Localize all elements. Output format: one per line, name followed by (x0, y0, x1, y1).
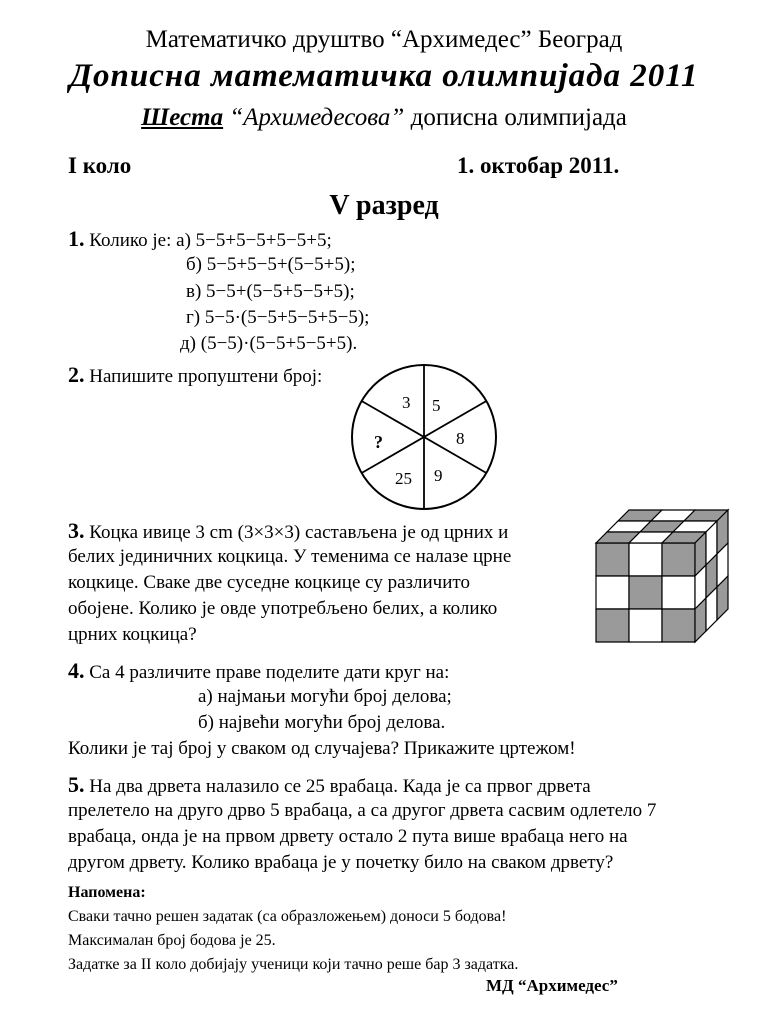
segment-value-5: 5 (432, 396, 441, 415)
header-line3 (0, 104, 768, 132)
header-line3-underlined: Шеста (141, 104, 224, 131)
grade-label: V разред (329, 190, 439, 221)
problem1-item-a: а) 5−5+5−5+5−5+5; (176, 230, 332, 251)
problem2-text (68, 362, 322, 388)
signature: МД “Архимедес” (486, 976, 618, 995)
problem1-intro (68, 226, 332, 252)
cube-cell (662, 543, 695, 576)
problem5-line3: врабаца, онда је на првом дрвету остало 2 пута више врабаца него на (68, 826, 628, 847)
date-label: 1. октобар 2011. (457, 153, 620, 178)
cube-cell (629, 576, 662, 609)
round-label: I коло (68, 153, 132, 178)
problem3-line5: црних коцкица? (68, 624, 197, 645)
problem3-line3: коцкице. Сваке две суседне коцкице су различито (68, 572, 470, 593)
cube-cell (596, 609, 629, 642)
problem3-line4: обојене. Колико је овде употребљено белих, а колико (68, 598, 498, 619)
problem1-item-d: г) 5−5·(5−5+5−5+5−5); (186, 307, 370, 328)
problem4-number: 4. (68, 658, 85, 683)
problem3-line2: белих јединичних коцкица. У теменима се налазе црне (68, 546, 512, 567)
problem1-intro-text: Колико је: (84, 230, 177, 251)
number-circle-figure (344, 362, 504, 512)
problem3-line1 (68, 518, 508, 544)
note-line3: Задатке за II коло добијају ученици који тачно реше бар 3 задатка. (68, 956, 519, 973)
problem1-number: 1. (68, 226, 85, 251)
problem5-number: 5. (68, 772, 85, 797)
cube-cell (629, 609, 662, 642)
problem1-item-e: д) (5−5)·(5−5+5−5+5). (180, 333, 358, 354)
segment-value-3: 3 (402, 393, 411, 412)
segment-value-8: 8 (456, 429, 465, 448)
cube-figure (584, 505, 734, 647)
problem4-item-a: а) најмањи могући број делова; (198, 686, 452, 707)
header-line3-rest: дописна олимпијада (410, 104, 627, 131)
note-line1: Сваки тачно решен задатак (са образложењем) доноси 5 бодова! (68, 908, 507, 925)
problem4-intro-text: Са 4 различите праве поделите дати круг на: (84, 662, 450, 683)
problem1-item-b: б) 5−5+5−5+(5−5+5); (186, 254, 356, 275)
problem2-text-body: Напишите пропуштени број: (84, 366, 323, 387)
note-line2: Максималан број бодова је 25. (68, 932, 276, 949)
note-title: Напомена: (68, 884, 146, 901)
problem4-intro (68, 658, 449, 684)
problem3-line1-text: Коцка ивице 3 cm (3×3×3) састављена је од црних и (84, 522, 509, 543)
cube-cell (662, 609, 695, 642)
segment-value-9: 9 (434, 466, 443, 485)
problem1-item-c: в) 5−5+(5−5+5−5+5); (186, 281, 355, 302)
cube-front-face (596, 543, 695, 642)
header-line3-quoted: “Архимедесова” (223, 104, 411, 131)
segment-unknown: ? (374, 432, 383, 452)
header-line1: Математичко друштво “Архимедес” Београд (145, 26, 623, 53)
problem4-item-b: б) највећи могући број делова. (198, 712, 446, 733)
cube-cell (596, 576, 629, 609)
problem5-line1-text: На два дрвета налазило се 25 врабаца. Када је са првог дрвета (84, 776, 591, 797)
problem5-line4: другом дрвету. Колико врабаца је у почетку било на сваком дрвету? (68, 852, 614, 873)
problem4-question: Колики је тај број у сваком од случајева? Прикажите цртежом! (68, 738, 576, 759)
cube-cell (629, 543, 662, 576)
problem5-line1 (68, 772, 591, 798)
cube-cell (662, 576, 695, 609)
problem5-line2: прелетело на друго дрво 5 врабаца, а са другог дрвета сасвим одлетело 7 (68, 800, 657, 821)
problem3-number: 3. (68, 518, 85, 543)
problem2-number: 2. (68, 362, 85, 387)
segment-value-25: 25 (395, 469, 412, 488)
cube-cell (596, 543, 629, 576)
olympiad-title: Дописна математичка олимпијада 2011 (69, 58, 699, 94)
